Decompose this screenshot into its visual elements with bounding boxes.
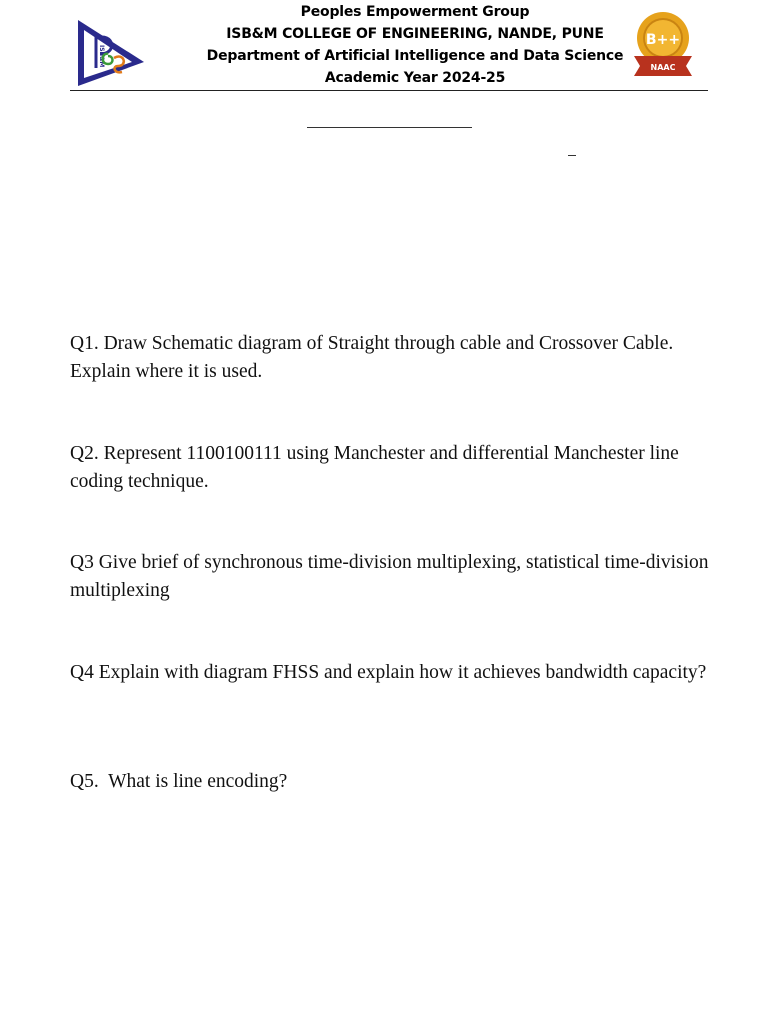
question-2: Q2. Represent 1100100111 using Manchester and differential Manchester line coding technique. xyxy=(70,443,679,492)
department-name: Department of Artificial Intelligence and Data Science xyxy=(206,48,624,64)
svg-text:NAAC: NAAC xyxy=(650,63,676,72)
svg-text:ISB&M: ISB&M xyxy=(98,45,105,68)
college-logo xyxy=(74,18,146,88)
title-underline xyxy=(307,127,472,128)
group-name: Peoples Empowerment Group xyxy=(300,4,530,20)
academic-year: Academic Year 2024-25 xyxy=(324,70,506,86)
college-name: ISB&M COLLEGE OF ENGINEERING, NANDE, PUNE xyxy=(226,26,604,42)
question-5: Q5. What is line encoding? xyxy=(70,771,288,792)
question-3: Q3 Give brief of synchronous time-division multiplexing, statistical time-division multiplexing xyxy=(70,552,709,601)
naac-badge xyxy=(628,8,698,80)
svg-text:B++: B++ xyxy=(645,32,681,48)
question-4: Q4 Explain with diagram FHSS and explain how it achieves bandwidth capacity? xyxy=(70,662,707,683)
document-header xyxy=(70,0,708,91)
institution-heading xyxy=(190,1,640,89)
dash-mark xyxy=(568,155,576,156)
question-1: Q1. Draw Schematic diagram of Straight through cable and Crossover Cable. Explain where it is used. xyxy=(70,333,674,382)
